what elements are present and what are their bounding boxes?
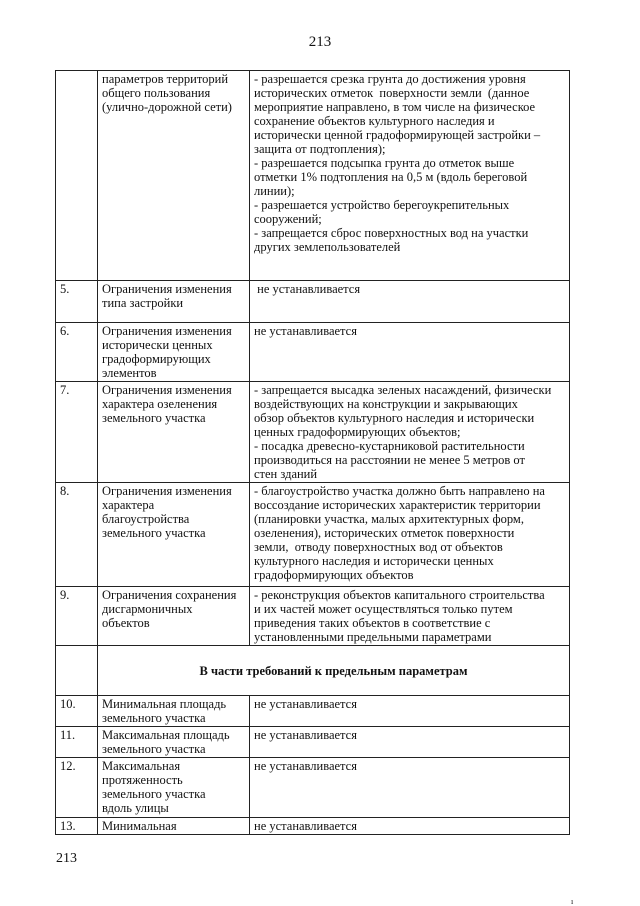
parameter-value-line: сооружений; [254, 212, 322, 226]
parameter-value-line: и их частей может осуществляться только путем [254, 602, 513, 616]
parameter-value [250, 281, 570, 323]
parameter-value-line: - реконструкция объектов капитального строительства [254, 588, 545, 602]
parameter-value-line: - разрешается устройство берегоукрепительных [254, 198, 510, 212]
parameter-value-line: стен зданий [254, 467, 318, 481]
table-row [56, 71, 570, 281]
parameter-value-line: не устанавливается [254, 282, 361, 296]
parameter-name-line: Минимальная площадь [102, 697, 227, 711]
parameter-name-line: параметров территорий [102, 72, 229, 86]
parameter-value-line: воздействующих на конструкции и закрывающих [254, 397, 518, 411]
regulations-table [55, 70, 570, 835]
parameter-name [98, 696, 250, 727]
parameter-value-line: - запрещается сброс поверхностных вод на участки [254, 226, 529, 240]
parameter-value-line: ценных градоформирующих объектов; [254, 425, 461, 439]
section-number-cell [56, 646, 98, 696]
row-number: 9. [56, 587, 98, 646]
table-row [56, 727, 570, 758]
parameter-value-line: сохранение объектов культурного наследия и [254, 114, 495, 128]
parameter-value-line: - посадка древесно-кустарниковой растительности [254, 439, 525, 453]
parameter-value-line: градоформирующих объектов [254, 568, 414, 582]
parameter-name [98, 281, 250, 323]
section-title: В части требований к предельным параметрам [98, 646, 570, 696]
table-row [56, 696, 570, 727]
row-number [56, 71, 98, 281]
parameter-value-line: не устанавливается [254, 697, 357, 711]
row-number: 8. [56, 483, 98, 587]
row-number: 5. [56, 281, 98, 323]
row-number: 6. [56, 323, 98, 382]
parameter-name-line: земельного участка [102, 526, 206, 540]
parameter-value-line: защита от подтопления); [254, 142, 386, 156]
parameter-name-line: вдоль улицы [102, 801, 169, 815]
parameter-name [98, 382, 250, 483]
parameter-name-line: Максимальная [102, 759, 181, 773]
parameter-value-line: - разрешается подсыпка грунта до отметок выше [254, 156, 515, 170]
parameter-value-line: не устанавливается [254, 819, 357, 833]
parameter-value-line: мероприятие направлено, в том числе на физическое [254, 100, 536, 114]
parameter-name-line: Ограничения изменения [102, 282, 232, 296]
parameter-value [250, 323, 570, 382]
parameter-value [250, 696, 570, 727]
parameter-name-line: Ограничения изменения [102, 324, 232, 338]
parameter-name [98, 71, 250, 281]
parameter-name-line: Минимальная [102, 819, 177, 833]
row-number: 12. [56, 758, 98, 818]
table-row [56, 483, 570, 587]
parameter-name-line: характера озеленения [102, 397, 218, 411]
parameter-name-line: благоустройства [102, 512, 190, 526]
parameter-value-line: (планировки участка, малых архитектурных форм, [254, 512, 524, 526]
parameter-name-line: протяженность [102, 773, 183, 787]
table-row [56, 818, 570, 835]
page-number-top: 213 [308, 34, 332, 50]
parameter-value-line: отметки 1% подтопления на 0,5 м (вдоль береговой [254, 170, 528, 184]
parameter-value-line: исторически ценной градоформирующей застройки – [254, 128, 541, 142]
parameter-value [250, 587, 570, 646]
table-row [56, 382, 570, 483]
parameter-value [250, 818, 570, 835]
parameter-value-line: обзор объектов культурного наследия и исторически [254, 411, 535, 425]
parameter-name [98, 483, 250, 587]
parameter-value [250, 382, 570, 483]
section-header-row [56, 646, 570, 696]
parameter-value [250, 483, 570, 587]
row-number: 13. [56, 818, 98, 835]
parameter-value [250, 727, 570, 758]
parameter-name-line: объектов [102, 616, 150, 630]
parameter-name-line: Ограничения изменения [102, 383, 232, 397]
parameter-value-line: производиться на расстоянии не менее 5 метров от [254, 453, 525, 467]
parameter-name-line: земельного участка [102, 742, 206, 756]
parameter-name-line: Ограничения изменения [102, 484, 232, 498]
parameter-name-line: градоформирующих [102, 352, 211, 366]
parameter-name-line: типа застройки [102, 296, 184, 310]
row-number: 10. [56, 696, 98, 727]
parameter-value [250, 758, 570, 818]
parameter-name-line: земельного участка [102, 787, 206, 801]
row-number: 11. [56, 727, 98, 758]
parameter-value-line: приведения таких объектов в соответствие с [254, 616, 491, 630]
parameter-name-line: земельного участка [102, 411, 206, 425]
parameter-value-line: не устанавливается [254, 759, 357, 773]
table-row [56, 587, 570, 646]
parameter-value-line: не устанавливается [254, 324, 357, 338]
parameter-name-line: (улично-дорожной сети) [102, 100, 232, 114]
parameter-value-line: культурного наследия и исторически ценных [254, 554, 494, 568]
parameter-value-line: земли, отводу поверхностных вод от объектов [254, 540, 503, 554]
parameter-name-line: земельного участка [102, 711, 206, 725]
parameter-value [250, 71, 570, 281]
parameter-name-line: элементов [102, 366, 157, 380]
parameter-name [98, 758, 250, 818]
page-number-bottom: 213 [56, 851, 77, 866]
parameter-value-line: исторических отметок поверхности земли (данное [254, 86, 530, 100]
table-row [56, 281, 570, 323]
parameter-value-line: установленными предельными параметрами [254, 630, 492, 644]
table-row [56, 758, 570, 818]
parameter-value-line: - благоустройство участка должно быть направлено на [254, 484, 545, 498]
parameter-value-line: - разрешается срезка грунта до достижения уровня [254, 72, 526, 86]
parameter-value-line: - запрещается высадка зеленых насаждений, физически [254, 383, 552, 397]
scan-mark: ı [571, 897, 574, 906]
parameter-name-line: характера [102, 498, 155, 512]
parameter-value-line: не устанавливается [254, 728, 357, 742]
parameter-value-line: других землепользователей [254, 240, 401, 254]
parameter-name-line: исторически ценных [102, 338, 213, 352]
parameter-name [98, 587, 250, 646]
parameter-name-line: общего пользования [102, 86, 211, 100]
parameter-name-line: Максимальная площадь [102, 728, 230, 742]
row-number: 7. [56, 382, 98, 483]
parameter-name [98, 323, 250, 382]
parameter-name [98, 727, 250, 758]
parameter-name-line: Ограничения сохранения [102, 588, 237, 602]
parameter-value-line: озеленения), исторических отметок поверхности [254, 526, 515, 540]
parameter-value-line: линии); [254, 184, 295, 198]
parameter-value-line: воссоздание исторических характеристик территории [254, 498, 541, 512]
parameter-name-line: дисгармоничных [102, 602, 193, 616]
table-body [56, 71, 570, 835]
parameter-name [98, 818, 250, 835]
table-row [56, 323, 570, 382]
